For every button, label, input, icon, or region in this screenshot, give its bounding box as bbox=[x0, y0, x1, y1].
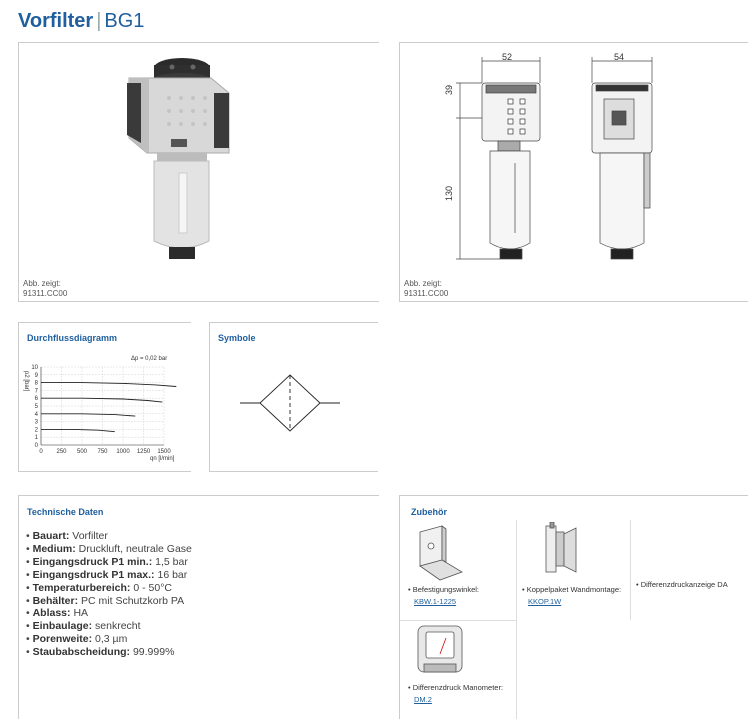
series-line bbox=[41, 383, 176, 387]
filter-symbol bbox=[210, 345, 378, 465]
wall-mount-image bbox=[532, 522, 592, 582]
y-tick-label: 7 bbox=[34, 388, 38, 395]
x-tick-label: 750 bbox=[97, 449, 108, 455]
technical-drawing bbox=[400, 43, 748, 273]
y-tick-label: 0 bbox=[34, 443, 38, 449]
x-tick-label: 1500 bbox=[157, 449, 171, 455]
symbol-panel bbox=[209, 322, 378, 472]
spec-label: Behälter: bbox=[32, 594, 79, 607]
spec-value: Druckluft, neutrale Gase bbox=[75, 542, 192, 555]
series-line bbox=[41, 414, 135, 416]
flow-diagram-title: Durchflussdiagramm bbox=[27, 333, 118, 343]
y-tick-label: 2 bbox=[34, 427, 38, 434]
x-tick-label: 0 bbox=[39, 449, 43, 455]
spec-item: • Staubabscheidung: 99.999% bbox=[26, 646, 175, 659]
spec-item: • Temperaturbereich: 0 - 50°C bbox=[26, 581, 172, 594]
accessories-panel bbox=[399, 495, 748, 719]
dim-height-body: 130 bbox=[444, 185, 454, 201]
spec-item: • Medium: Druckluft, neutrale Gase bbox=[26, 542, 192, 555]
dim-height-top: 39 bbox=[444, 84, 454, 95]
spec-label: Einbaulage: bbox=[32, 620, 93, 633]
tech-data-title: Technische Daten bbox=[27, 507, 104, 517]
spec-value: 0,3 µm bbox=[92, 633, 128, 646]
photo-caption-code: 91311.CC00 bbox=[23, 289, 68, 298]
spec-item: • Eingangsdruck P1 min.: 1,5 bar bbox=[26, 555, 188, 568]
spec-label: Staubabscheidung: bbox=[32, 646, 131, 659]
flow-chart bbox=[19, 359, 191, 469]
spec-item: • Porenweite: 0,3 µm bbox=[26, 633, 128, 646]
spec-item: • Einbaulage: senkrecht bbox=[26, 620, 141, 633]
y-tick-label: 6 bbox=[34, 396, 38, 403]
accessory-label-bracket: • Befestigungswinkel: bbox=[408, 585, 480, 594]
accessory-link-manometer[interactable]: DM.2 bbox=[414, 695, 432, 704]
x-tick-label: 1000 bbox=[116, 449, 130, 455]
x-axis-label: qn [l/min] bbox=[150, 456, 175, 462]
photo-caption-label: Abb. zeigt: bbox=[23, 279, 61, 288]
spec-label: Medium: bbox=[32, 542, 76, 555]
spec-label: Temperaturbereich: bbox=[32, 581, 131, 594]
spec-value: 99.999% bbox=[130, 646, 175, 659]
spec-item: • Bauart: Vorfilter bbox=[26, 530, 108, 542]
dim-width-side: 54 bbox=[614, 52, 625, 62]
y-tick-label: 5 bbox=[34, 404, 38, 410]
symbol-title: Symbole bbox=[218, 333, 256, 343]
series-line bbox=[41, 398, 162, 402]
spec-item: • Behälter: PC mit Schutzkorb PA bbox=[26, 594, 185, 607]
accessory-label-pressure-indicator: • Differenzdruckanzeige DA bbox=[636, 580, 728, 589]
photo-caption bbox=[23, 279, 67, 299]
title-separator: | bbox=[96, 10, 102, 32]
series-line bbox=[41, 429, 115, 431]
spec-value: senkrecht bbox=[92, 620, 141, 633]
y-tick-label: 10 bbox=[31, 365, 38, 371]
spec-value: 16 bar bbox=[154, 568, 188, 581]
page-title bbox=[18, 10, 144, 33]
drawing-caption-code: 91311.CC00 bbox=[404, 289, 449, 298]
spec-value: PC mit Schutzkorb PA bbox=[78, 594, 185, 607]
spec-label: Porenweite: bbox=[32, 633, 93, 646]
drawing-panel bbox=[399, 42, 748, 302]
accessory-link-bracket[interactable]: KBW.1-1225 bbox=[414, 597, 457, 606]
y-tick-label: 1 bbox=[34, 435, 38, 442]
drawing-caption-label: Abb. zeigt: bbox=[404, 279, 442, 288]
flow-delta-label: Δp = 0,02 bar bbox=[131, 356, 168, 362]
spec-label: Bauart: bbox=[32, 530, 70, 542]
drawing-caption bbox=[404, 279, 448, 299]
spec-value: HA bbox=[70, 607, 89, 620]
tech-data-list bbox=[26, 530, 192, 659]
x-tick-label: 250 bbox=[56, 449, 67, 455]
manometer-image bbox=[412, 620, 472, 682]
bracket-image bbox=[412, 524, 472, 584]
spec-label: Ablass: bbox=[32, 607, 71, 620]
title-subtitle: BG1 bbox=[104, 10, 145, 32]
accessory-label-manometer: • Differenzdruck Manometer: bbox=[408, 683, 504, 692]
y-tick-label: 3 bbox=[34, 419, 38, 426]
y-tick-label: 4 bbox=[34, 411, 38, 418]
spec-value: 1,5 bar bbox=[152, 555, 188, 568]
y-tick-label: 9 bbox=[34, 372, 38, 379]
accessories-title: Zubehör bbox=[411, 507, 447, 517]
product-photo bbox=[19, 43, 379, 273]
x-tick-label: 1250 bbox=[136, 449, 151, 455]
x-tick-label: 500 bbox=[76, 449, 88, 455]
dim-width-front: 52 bbox=[502, 52, 513, 62]
y-tick-label: 8 bbox=[34, 380, 38, 387]
accessory-label-wall-mount: • Koppelpaket Wandmontage: bbox=[522, 585, 622, 594]
y-axis-label: p2 [bar] bbox=[23, 371, 29, 392]
spec-value: Vorfilter bbox=[69, 530, 108, 542]
title-main: Vorfilter bbox=[18, 10, 94, 32]
spec-item: • Eingangsdruck P1 max.: 16 bar bbox=[26, 568, 188, 581]
product-photo-panel bbox=[18, 42, 379, 302]
spec-label: Eingangsdruck P1 max.: bbox=[32, 568, 155, 581]
spec-value: 0 - 50°C bbox=[130, 581, 172, 594]
spec-item: • Ablass: HA bbox=[26, 607, 89, 620]
flow-diagram-panel bbox=[18, 322, 191, 472]
spec-label: Eingangsdruck P1 min.: bbox=[32, 555, 153, 568]
accessory-link-wall-mount[interactable]: KKOP.1W bbox=[528, 597, 562, 606]
